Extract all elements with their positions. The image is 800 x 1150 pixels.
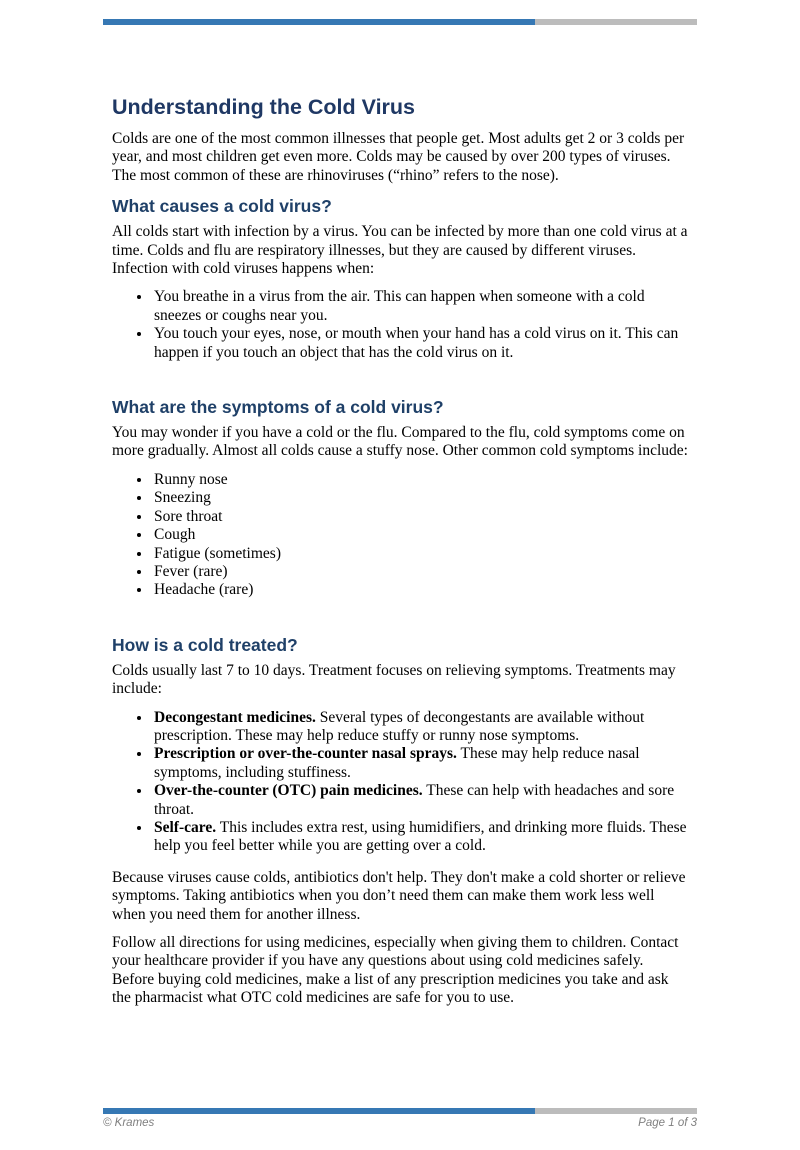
list-item-text: Headache (rare) xyxy=(154,581,254,599)
list-item-text: Sneezing xyxy=(154,489,211,507)
list-item-lead: Self-care. xyxy=(154,818,217,836)
treatment-bullet-list xyxy=(112,709,688,856)
header-accent-bar xyxy=(103,19,697,25)
header-accent-bar-blue xyxy=(103,19,535,25)
footer-accent-bar-blue xyxy=(103,1108,535,1114)
list-item xyxy=(152,581,688,599)
list-item-text: Runny nose xyxy=(154,470,228,488)
list-item xyxy=(152,709,688,746)
list-item xyxy=(152,819,688,856)
directions-paragraph: Follow all directions for using medicines, especially when giving them to children. Contact your healthcare provider if you have any questions about using cold medicines safely. Before buying cold medicines, make a list of any prescription medicines you take and ask the pharmacist what OTC cold medicines are safe for you to use. xyxy=(112,934,679,1007)
intro-paragraph: Colds are one of the most common illnesses that people get. Most adults get 2 or 3 colds per year, and most children get even more. Colds may be caused by over 200 types of viruses. The most common of these are rhinoviruses (“rhino” refers to the nose). xyxy=(112,130,685,184)
section-paragraph: You may wonder if you have a cold or the flu. Compared to the flu, cold symptoms come on more gradually. Almost all colds cause a stuffy nose. Other common cold symptoms include: xyxy=(112,424,688,460)
list-item-text: Sore throat xyxy=(154,507,223,525)
list-item-text: Cough xyxy=(154,526,196,544)
list-item-text: This includes extra rest, using humidifiers, and drinking more fluids. These help you feel better while you are getting over a cold. xyxy=(154,818,687,855)
symptoms-bullet-list xyxy=(112,471,688,600)
list-item xyxy=(152,526,688,544)
list-item xyxy=(152,563,688,581)
section-paragraph: Colds usually last 7 to 10 days. Treatment focuses on relieving symptoms. Treatments may include: xyxy=(112,661,676,698)
list-item-lead: Over-the-counter (OTC) pain medicines. xyxy=(154,782,423,800)
footer-copyright: © Krames xyxy=(103,1117,155,1129)
causes-bullet-list xyxy=(112,288,688,362)
section-heading-treatment: How is a cold treated? xyxy=(112,634,298,655)
header-accent-bar-gray xyxy=(535,19,697,25)
page-title: Understanding the Cold Virus xyxy=(112,95,416,119)
list-item xyxy=(152,745,688,782)
list-item xyxy=(152,545,688,563)
document-body xyxy=(103,95,697,1008)
list-item-text: Fatigue (sometimes) xyxy=(154,544,281,562)
page-footer xyxy=(103,1108,697,1129)
footer-page-number: Page 1 of 3 xyxy=(638,1117,697,1129)
footer-accent-bar-gray xyxy=(535,1108,697,1114)
footer-accent-bar xyxy=(103,1108,697,1114)
list-item xyxy=(152,288,688,325)
antibiotics-paragraph: Because viruses cause colds, antibiotics don't help. They don't make a cold shorter or relieve symptoms. Taking antibiotics when you don’t need them can make them work less well when you need them for another illness. xyxy=(112,868,686,923)
section-heading-symptoms: What are the symptoms of a cold virus? xyxy=(112,397,444,418)
list-item-text: These can help with headaches and sore throat. xyxy=(154,782,675,818)
list-item xyxy=(152,471,688,489)
section-paragraph: All colds start with infection by a virus. You can be infected by more than one cold virus at a time. Colds and flu are respiratory illnesses, but they are caused by different viruses. Infection with cold viruses happens when: xyxy=(112,223,688,278)
list-item xyxy=(152,782,688,819)
list-item-text: These may help reduce nasal symptoms, including stuffiness. xyxy=(154,745,640,781)
list-item-text: You breathe in a virus from the air. This can happen when someone with a cold sneezes or coughs near you. xyxy=(154,288,645,324)
list-item-text: Several types of decongestants are available without prescription. These may help reduce stuffy or runny nose symptoms. xyxy=(154,708,645,744)
list-item-lead: Prescription or over-the-counter nasal sprays. xyxy=(154,745,457,763)
list-item xyxy=(152,325,688,362)
list-item-text: Fever (rare) xyxy=(154,562,228,580)
list-item-lead: Decongestant medicines. xyxy=(154,708,316,726)
section-heading-causes: What causes a cold virus? xyxy=(112,196,332,217)
list-item-text: You touch your eyes, nose, or mouth when your hand has a cold virus on it. This can happen if you touch an object that has the cold virus on it. xyxy=(154,325,679,361)
list-item xyxy=(152,489,688,507)
list-item xyxy=(152,508,688,526)
